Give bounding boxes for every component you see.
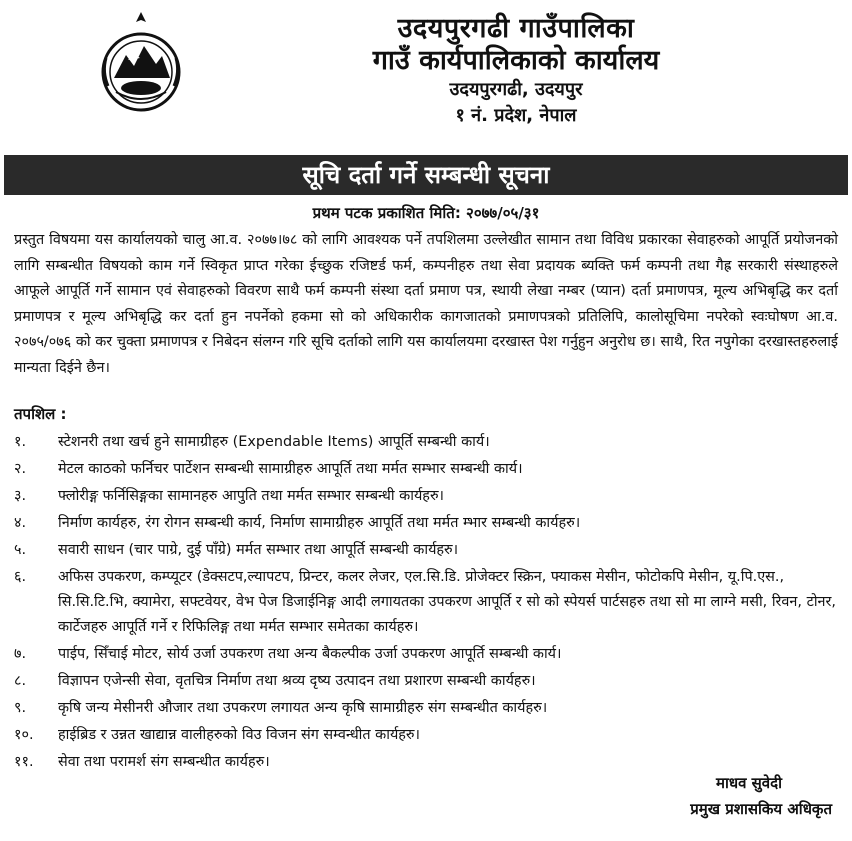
item-number: १०. [14,727,34,743]
item-number: ७. [14,646,27,662]
notice-title-banner: सूचि दर्ता गर्ने सम्बन्धी सूचना [4,155,848,195]
item-text: विज्ञापन एजेन्सी सेवा, वृतचित्र निर्माण तथा श्रव्य दृष्य उत्पादन तथा प्रशारण सम्बन्धी कार्यहरु। [58,673,536,689]
signatory-title: प्रमुख प्रशासकिय अधिकृत [690,800,832,818]
municipality-name: उदयपुरगढी गाउँपालिका [397,13,635,44]
item-text: अफिस उपकरण, कम्प्यूटर (डेक्सटप,ल्यापटप, प्रिन्टर, कलर लेजर, एल.सि.डि. प्रोजेक्टर स्क्रिन, फ्याकस मेसीन, फोटोकपि मेसीन, यू.पि.एस., सि.सि.टि.भि, क्यामेरा, सफ्टवेयर, वेभ पेज डिजाईनिङ्ग आदी लगायतका उपकरण आपूर्ति र सो को स्पेयर्स पार्टसहरु तथा सो मा लाग्ने मसी, रिवन, टोनर, कार्टेजहरु आपूर्ति गर्ने र रिफिलिङ्ग तथा मर्मत सम्भार समेतका कार्यहरु। [58,569,836,635]
item-text: स्टेशनरी तथा खर्च हुने सामाग्रीहरु (Expendable Items) आपूर्ति सम्बन्धी कार्य। [58,434,490,450]
item-text: सवारी साधन (चार पाग्रे, दुई पाँग्रे) मर्मत सम्भार तथा आपूर्ति सम्बन्धी कार्यहरु। [58,542,459,558]
list-item [14,565,838,640]
office-name: गाउँ कार्यपालिकाको कार्यालय [372,45,660,76]
list-item [14,723,838,748]
item-text: कृषि जन्य मेसीनरी औजार तथा उपकरण लगायत अन्य कृषि सामाग्रीहरु संग सम्बन्धीत कार्यहरु। [58,700,548,716]
item-text: निर्माण कार्यहरु, रंग रोगन सम्बन्धी कार्य, निर्माण सामाग्रीहरु आपूर्ति तथा मर्मत म्भार सम्बन्धी कार्यहरु। [58,515,581,531]
publish-date: प्रथम पटक प्रकाशित मिति: २०७७/०५/३१ [312,204,540,222]
government-emblem-icon [96,10,186,120]
item-number: ४. [14,515,27,531]
office-header [190,12,842,129]
list-item [14,538,838,563]
signature-block [690,770,832,822]
intro-paragraph: प्रस्तुत विषयमा यस कार्यालयको चालु आ.व. २०७७।७८ को लागि आवश्यक पर्ने तपशिलमा उल्लेखीत सामान तथा विविध प्रकारका सेवाहरुको आपूर्ति प्रयोजनको लागि सम्बन्धीत विषयको काम गर्ने स्विकृत प्राप्त गरेका ईच्छुक रजिष्टर्ड फर्म, कम्पनीहरु तथा सेवा प्रदायक ब्यक्ति फर्म कम्पनी तथा गैह्र सरकारी संस्थाहरुले आफूले आपूर्ति गर्ने सामान एवं सेवाहरुको विवरण साथै फर्म कम्पनी संस्था दर्ता प्रमाण पत्र, स्थायी लेखा नम्बर (प्यान) दर्ता प्रमाणपत्र, मूल्य अभिबृद्धि कर दर्ता प्रमाणपत्र र मूल्य अभिबृद्धि कर दर्ता हुन नपर्नेको हकमा सो को अधिकारीक कागजातको प्रमाणपत्रको प्रतिलिपि, कालोसूचिमा नपरेको स्वःघोषण आ.व. २०७५/०७६ को कर चुक्ता प्रमाणपत्र र निबेदन संलग्न गरि सूचि दर्ताको लागि यस कार्यालयमा दरखास्त पेश गर्नुहुन अनुरोध छ। साथै, रित नपुगेका दरखास्तहरुलाई मान्यता दिईने छैन। [14,232,838,376]
office-location: उदयपुरगढी, उदयपुर [449,79,583,100]
item-number: २. [14,461,27,477]
list-item [14,430,838,455]
list-item [14,642,838,667]
item-text: सेवा तथा परामर्श संग सम्बन्धीत कार्यहरु। [58,754,270,770]
list-item [14,696,838,721]
item-text: हाईब्रिड र उन्नत खाद्यान्न वालीहरुको विउ विजन संग सम्वन्धीत कार्यहरु। [58,727,420,743]
details-heading: तपशिल : [14,405,67,423]
item-text: मेटल काठको फर्निचर पार्टेशन सम्बन्धी सामाग्रीहरु आपूर्ति तथा मर्मत सम्भार सम्बन्धी कार्य। [58,461,523,477]
item-text: फ्लोरीङ्ग फर्निसिङ्गका सामानहरु आपुति तथा मर्मत सम्भार सम्बन्धी कार्यहरु। [58,488,444,504]
item-text: पाईप, सिँचाई मोटर, सोर्य उर्जा उपकरण तथा अन्य बैकल्पीक उर्जा उपकरण आपूर्ति सम्बन्धी कार्य। [58,646,562,662]
item-number: १. [14,434,27,450]
list-item [14,511,838,536]
list-item [14,457,838,482]
signatory-name: माधव सुवेदी [716,774,782,792]
item-number: ५. [14,542,27,558]
details-list [14,430,838,777]
list-item [14,484,838,509]
item-number: ६. [14,569,27,585]
province-name: १ नं. प्रदेश, नेपाल [455,105,577,126]
item-number: ११. [14,754,34,770]
list-item [14,669,838,694]
item-number: ९. [14,700,27,716]
item-number: ८. [14,673,27,689]
item-number: ३. [14,488,27,504]
